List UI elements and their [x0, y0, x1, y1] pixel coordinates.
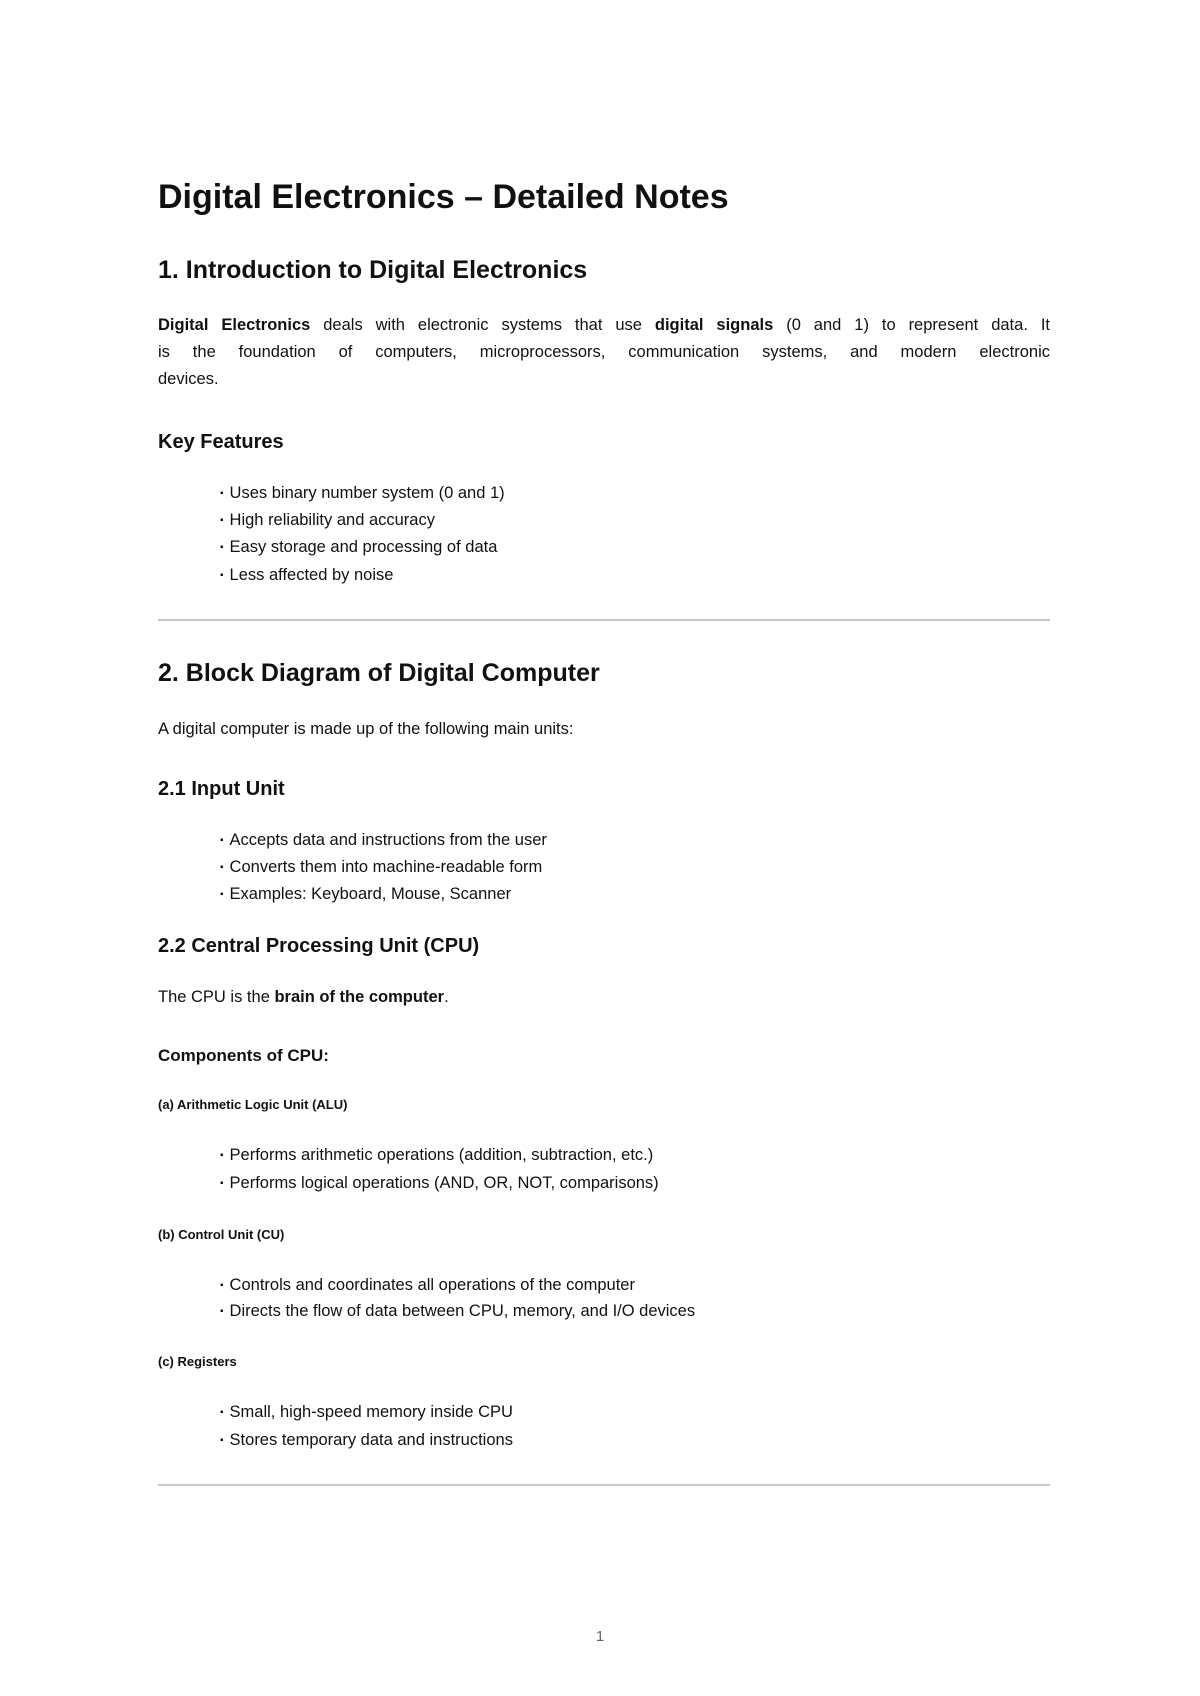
list-item: ▪ Less affected by noise — [220, 566, 393, 585]
list-item: ▪ Small, high-speed memory inside CPU — [220, 1403, 513, 1422]
cpu-heading: 2.2 Central Processing Unit (CPU) — [158, 935, 480, 957]
text: deals with electronic systems that use — [310, 316, 655, 334]
text: (0 and 1) to represent data. It — [773, 316, 1051, 334]
section-1-heading: 1. Introduction to Digital Electronics — [158, 256, 588, 284]
bold-term: digital signals — [654, 316, 774, 334]
cu-heading: (b) Control Unit (CU) — [158, 1227, 285, 1242]
list-item: ▪ Performs arithmetic operations (addition, subtraction, etc.) — [220, 1146, 653, 1165]
divider — [158, 619, 1050, 621]
text: . — [444, 988, 449, 1006]
cpu-paragraph — [158, 988, 449, 1007]
bold-term: brain of the computer — [274, 988, 445, 1006]
intro-paragraph-line-1 — [158, 316, 1050, 335]
list-item: ▪ Performs logical operations (AND, OR, NOT, comparisons) — [220, 1174, 659, 1193]
registers-heading: (c) Registers — [158, 1354, 237, 1369]
input-unit-heading: 2.1 Input Unit — [158, 778, 285, 800]
intro-paragraph-line-3: devices. — [158, 370, 219, 388]
list-item: ▪ Uses binary number system (0 and 1) — [220, 484, 505, 503]
divider — [158, 1484, 1050, 1486]
list-item: ▪ Easy storage and processing of data — [220, 538, 497, 557]
list-item: ▪ Controls and coordinates all operations of the computer — [220, 1276, 635, 1295]
text: The CPU is the — [158, 988, 275, 1006]
list-item: ▪ Converts them into machine-readable form — [220, 858, 542, 877]
intro-paragraph-line-2: is the foundation of computers, microprocessors, communication systems, and modern electronic — [158, 343, 1050, 361]
page-number: 1 — [595, 1628, 605, 1645]
list-item: ▪ Examples: Keyboard, Mouse, Scanner — [220, 885, 511, 904]
list-item: ▪ Accepts data and instructions from the user — [220, 831, 547, 850]
key-features-heading: Key Features — [158, 431, 284, 453]
alu-heading: (a) Arithmetic Logic Unit (ALU) — [158, 1097, 348, 1112]
section-2-intro: A digital computer is made up of the following main units: — [158, 720, 574, 738]
components-heading: Components of CPU: — [158, 1046, 329, 1065]
document-title: Digital Electronics – Detailed Notes — [158, 178, 729, 216]
list-item: ▪ Directs the flow of data between CPU, memory, and I/O devices — [220, 1302, 695, 1321]
section-2-heading: 2. Block Diagram of Digital Computer — [158, 659, 600, 687]
list-item: ▪ High reliability and accuracy — [220, 511, 435, 530]
bold-term: Digital Electronics — [158, 316, 311, 334]
list-item: ▪ Stores temporary data and instructions — [220, 1431, 513, 1450]
